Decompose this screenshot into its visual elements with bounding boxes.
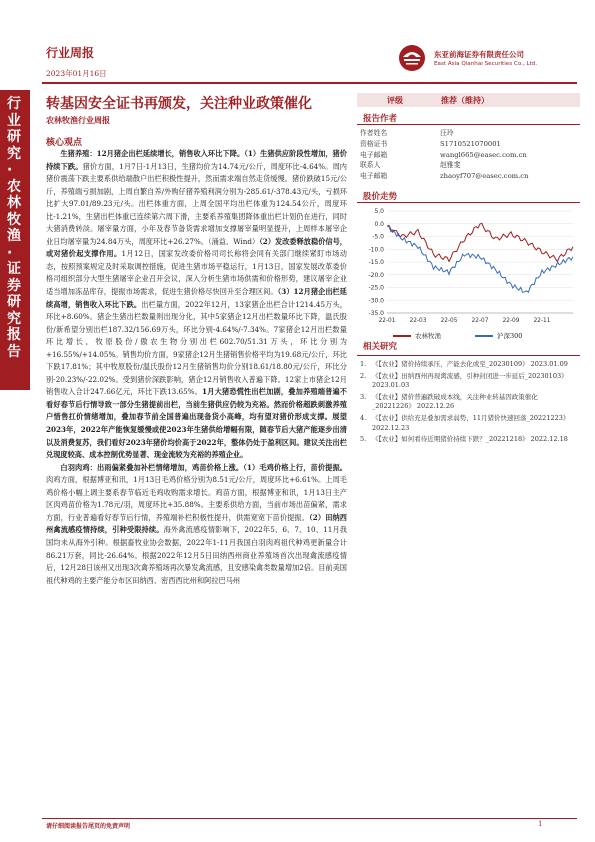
hog-output-lead: （3）12月猪企出栏延续高增，销售收入环比下跌。 [46, 287, 347, 309]
report-date: 2023年01月16日 [46, 69, 107, 78]
research-num: 4. [360, 413, 367, 422]
broiler-price-text: 肉鸡方面，根据博亚和讯，1月13日毛鸡价格分别为8.51元/公斤，周度环比+6.61%。上周毛鸡价格小幅上调主要系春节临近毛鸡收购需求增长。鸡苗方面，根据博亚和讯，1月13日主产区肉鸡苗价格为1.78元/羽，周度环比+35.88%。主要系供给方面，当前市场出苗偏紧，需求方面，行业普遍看好春节后行情，养殖端补栏积极性提升，供需宽宽下苗价提振。 [46, 475, 347, 522]
research-num: 2. [360, 371, 367, 380]
research-item[interactable] [360, 393, 580, 412]
stock-chart [357, 205, 580, 327]
analyst-row [360, 171, 580, 182]
broiler-flu-lead: （2）田纳西州禽流感疫情持续，引种受限持续。 [46, 512, 347, 535]
y-tick-label: 5.0 [374, 208, 384, 215]
research-divider [357, 355, 580, 356]
analyst-row [360, 160, 580, 171]
research-item[interactable] [360, 435, 580, 445]
y-tick-label: 0.0 [374, 220, 384, 228]
analyst-row-value: S1710521070001 [440, 139, 501, 148]
analyst-row-value: 汪玲 [440, 129, 454, 137]
stock-chart-svg [357, 205, 580, 327]
related-research [360, 340, 580, 447]
category-sidebar [0, 90, 30, 390]
y-tick-label: -5.0 [372, 233, 384, 241]
company-name-cn: 东亚前海证券有限责任公司 [434, 50, 524, 59]
report-title: 转基因安全证书再颁发，关注种业政策催化 [46, 96, 312, 112]
hog-policy-lead: （2）发改委释放稳价信号，或对猪价起支撑作用。 [46, 236, 347, 259]
legend-swatch-series-1 [393, 335, 411, 337]
analyst-row [360, 139, 580, 150]
y-tick-label: -20.0 [368, 271, 384, 279]
research-item[interactable] [360, 372, 580, 391]
research-link[interactable]: 《【农业】如何看待近期猪价持续下跌？_20221218》 2022.12.18 [372, 435, 568, 444]
research-link[interactable]: 《【农业】猪价持续承压，产能去化或至_20230109》 2023.01.09 [372, 360, 568, 368]
legend-swatch-series-2 [475, 335, 493, 337]
y-tick-label: -30.0 [368, 297, 384, 305]
research-link[interactable]: 《【农业】田纳西州再现禽流感，引种封闭进一步延后_20230103》 2023.01.03 [372, 371, 568, 390]
research-num: 1. [360, 360, 367, 368]
rating-value: 推荐（维持） [441, 95, 489, 105]
page-number: 1 [538, 820, 543, 828]
x-tick-label: 22-07 [471, 318, 489, 324]
analyst-row-value: 赵雅斐 [440, 161, 461, 170]
hog-outlook: 1月大猪恐慌性出栏加剧，叠加养殖端普遍不看好春节后行情导致一部分生猪提前出栏，当前生猪供应仍较为充裕。然而价格超跌刺激养殖户惜售扛价情绪增加，叠加春节前全国普遍出现备货小高峰，均有望对猪价形成支撑。展望2023年，2022年产能恢复缓慢或使2023年生猪供给增幅有限，随春节后大猪产能逐步出清以及消费复苏，我们看好2023年猪价均价高于2022年，整体仍处于盈利区间。建议关注出栏兑现度较高、成本控制优势显著、现金流较为充裕的养殖企业。 [46, 387, 347, 460]
hog-output-text: 出栏量方面，2022年12月，13家猪企出栏合计1214.45万头，环比+8.60%。猪企生猪出栏数量则出现分化，其中5家猪企12月出栏数量环比下降，温氏股份/新希望分别出栏187.32/156.69万头，环比分别-4.64%/-7.34%。7家猪企12月出栏数量环比增长，牧原股份/傲农生物分别出栏602.70/51.31万头，环比分别为+16.55%/+14.05%。销售均价方面，9家猪企12月生猪销售价格平均为19.68元/公斤，环比下跌17.81%；其中牧原股份/温氏股份12月生猪销售均价分别18.61/18.80元/公斤，环比分别-20.23%/-22.02%。受到猪价深跌影响，猪企12月销售收入普遍下降。12家上市猪企12月销售收入合计247.66亿元，环比下跌13.65%。 [46, 299, 347, 397]
series-line-1 [387, 223, 573, 261]
legend-label-series-2: 沪深300 [497, 332, 523, 340]
series-line-2 [387, 226, 573, 292]
chart-heading: 股价走势 [363, 192, 398, 202]
legend-label-series-1: 农林牧渔 [415, 332, 441, 340]
research-num: 5. [360, 435, 367, 444]
analyst-row [360, 128, 580, 139]
x-tick-label: 22-03 [409, 318, 427, 324]
analyst-row-label: 电子邮箱 [360, 150, 388, 159]
analyst-row-label: 电子邮箱 [360, 172, 388, 181]
analyst-row-label: 资格证书 [360, 139, 388, 148]
report-body [46, 148, 347, 825]
hog-lead: 生猪养殖：12月猪企出栏延续增长，销售收入环比下降。（1）生猪供应阶段性增加，猪价持续下跌。 [46, 149, 347, 171]
x-tick-label: 22-05 [440, 318, 458, 324]
hog-price-text: 猪价方面，1月7日-1月13日，生猪均价为14.74元/公斤，周度环比-4.64%。周内猪价震荡下跌主要系供给端散户出栏积极性提升，然而需求端自然走货缓慢。猪价跌破15元/公斤，养殖端亏损加剧，上周自繁自养/外购仔猪养殖利润分别为-285.61/-378.43元/头，亏损环比扩大97.01/89.23元/头。出栏体重方面，上周全国平均出栏体重为124.54公斤，周度环比-1.21%，生猪出栏体重已连续第六周下滑，主要系养殖集团降体重出栏计划仍在进行，同时大猪消费转淡。屠宰量方面，小年及春节备货需求增加支撑屠宰量明显提升，上周样本屠宰企业日均屠宰量为24.84万头，周度环比+26.27%。（涌益、Wind） [46, 161, 347, 246]
header-divider [42, 82, 577, 84]
analyst-row-label: 作者姓名 [360, 129, 388, 137]
research-link[interactable]: 《【农业】猪价普遍跌破成本线，关注种业转基因政策催化_20221226》 2022.12.26 [372, 392, 538, 411]
broiler-lead: 白羽肉鸡：出雨偏紧叠加补栏情绪增加，鸡苗价格上涨。（1）毛鸡价格上行，苗价提振。 [60, 462, 347, 472]
analyst-row-label: 联系人 [360, 161, 381, 170]
company-name-en: East Asia Qianhai Securities Co., Ltd. [434, 61, 538, 67]
x-tick-label: 22-11 [533, 318, 551, 324]
analyst-heading: 报告作者 [363, 114, 398, 124]
research-item[interactable] [360, 414, 580, 433]
analyst-table [360, 128, 580, 182]
broiler-flu-text: 海外禽流感疫情影响下，2022年5、6、7、10、11月我国均未从海外引种。根据畜牧业协会数据，2022年1-11月我国白羽肉鸡祖代种鸡更新量合计86.21万套，同比-26.64%。根据2022年12月5日田纳西州商业养殖场首次出现禽流感疫情后，12月28日该州又出现3次禽养殖场再次暴发禽流感，且安感染禽类数量增加2倍。目前美国祖代种鸡的主要产能分布区田纳西、密西西比州和阿拉巴马州 [46, 525, 347, 585]
sidebar-category-text: 行业研究·农林牧渔·证券研究报告 [7, 96, 21, 360]
y-tick-label: -25.0 [368, 284, 384, 292]
analyst-row-value[interactable]: wangl665@easec.com.cn [440, 150, 527, 159]
research-num: 3. [360, 392, 367, 401]
logo-mark-icon [398, 44, 426, 72]
paragraph-broiler [46, 462, 347, 587]
y-tick-label: -35.0 [368, 310, 384, 317]
paragraph-hog [46, 148, 347, 462]
hog-policy-text: 1月12日，国家发改委价格司司长称将会同有关部门继续紧盯市场动态，按照预案规定及时采取调控措施，促进生猪市场平稳运行，1月13日，国家发展改革委价格司组织部分大型生猪屠宰企业召开会议，深入分析生猪市场供需和价格形势，建议屠宰企业适当增加冻品库存，提振市场需求，促进生猪价格尽快回升至合理区间。 [46, 249, 347, 297]
core-view-heading: 核心观点 [46, 138, 83, 148]
footer-divider [42, 818, 577, 819]
research-item[interactable] [360, 360, 580, 370]
x-tick-label: 22-09 [502, 318, 520, 324]
research-heading: 相关研究 [363, 342, 398, 352]
rating-label: 评级 [387, 95, 403, 105]
report-type: 行业周报 [46, 46, 95, 60]
analyst-row-value[interactable]: zhaoyf707@easec.com.cn [440, 172, 529, 181]
company-logo [398, 44, 588, 78]
x-tick-label: 22-01 [378, 318, 396, 324]
analyst-divider [357, 124, 580, 125]
research-link[interactable]: 《【农业】供给充足叠加需求弱势，11月猪价快速回落_20221223》 2022.12.23 [372, 413, 570, 432]
y-tick-label: -10.0 [368, 246, 384, 254]
chart-legend [393, 331, 522, 340]
footer-disclaimer: 请仔细阅读报告尾页的免责声明 [46, 823, 131, 830]
y-tick-label: -15.0 [368, 259, 384, 266]
chart-divider [357, 202, 580, 203]
analyst-row [360, 150, 580, 161]
report-subtitle: 农林牧渔行业周报 [46, 115, 110, 125]
